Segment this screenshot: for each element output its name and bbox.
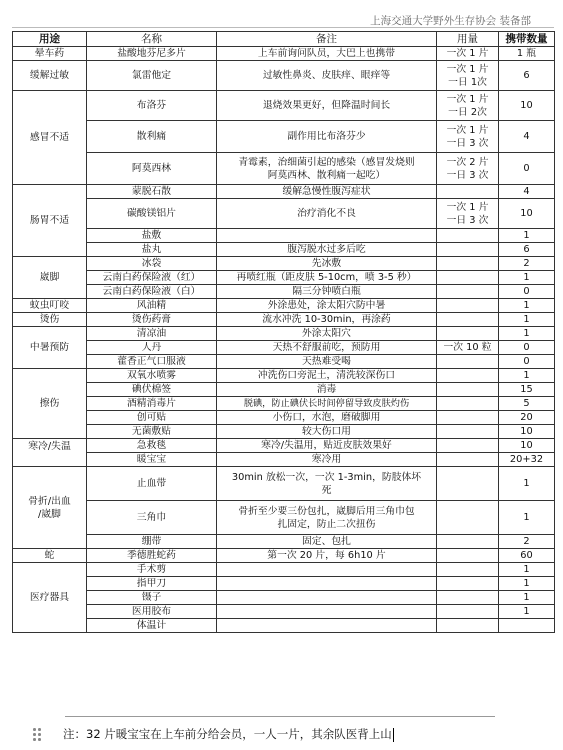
table-row — [13, 243, 555, 257]
quantity-cell: 4 — [499, 185, 555, 199]
name-cell: 盐丸 — [87, 243, 217, 257]
dosage-line: 一日 3 次 — [446, 137, 489, 149]
remarks-line: 死 — [321, 484, 332, 496]
dosage-cell — [437, 299, 499, 313]
name-cell: 云南白药保险液（白） — [87, 285, 217, 299]
quantity-cell: 10 — [499, 199, 555, 229]
name-cell: 清凉油 — [87, 327, 217, 341]
quantity-cell: 10 — [499, 91, 555, 121]
table-row — [13, 439, 555, 453]
remarks-cell: 腹泻脱水过多后吃 — [217, 243, 437, 257]
remarks-cell — [217, 153, 437, 185]
table-row — [13, 229, 555, 243]
quantity-cell: 6 — [499, 61, 555, 91]
dosage-cell — [437, 285, 499, 299]
quantity-cell: 15 — [499, 383, 555, 397]
dosage-cell — [437, 411, 499, 425]
quantity-cell: 0 — [499, 153, 555, 185]
quantity-cell: 1 — [499, 591, 555, 605]
table-row — [13, 577, 555, 591]
col-header-purpose: 用途 — [13, 32, 87, 47]
purpose-cell — [13, 467, 87, 549]
purpose-cell: 医疗器具 — [13, 563, 87, 633]
remarks-cell: 先冰敷 — [217, 257, 437, 271]
purpose-cell: 中暑预防 — [13, 327, 87, 369]
name-cell: 藿香正气口服液 — [87, 355, 217, 369]
quantity-cell: 2 — [499, 535, 555, 549]
name-cell: 暖宝宝 — [87, 453, 217, 467]
dosage-cell — [437, 605, 499, 619]
remarks-cell — [217, 577, 437, 591]
dosage-cell — [437, 185, 499, 199]
remarks-cell: 天热不舒服前吃，预防用 — [217, 341, 437, 355]
quantity-cell: 20+32 — [499, 453, 555, 467]
table-row — [13, 285, 555, 299]
dosage-cell — [437, 61, 499, 91]
table-row — [13, 327, 555, 341]
remarks-cell: 缓解急慢性腹泻症状 — [217, 185, 437, 199]
col-header-dosage: 用量 — [437, 32, 499, 47]
purpose-cell: 肠胃不适 — [13, 185, 87, 257]
dosage-line: 一次 2 片 — [446, 156, 489, 168]
table-row — [13, 619, 555, 633]
purpose-line: /崴脚 — [38, 508, 61, 520]
purpose-line: 骨折/出血 — [28, 495, 71, 507]
table-row — [13, 453, 555, 467]
purpose-cell: 蚊虫叮咬 — [13, 299, 87, 313]
name-cell: 酒精消毒片 — [87, 397, 217, 411]
dosage-cell — [437, 397, 499, 411]
dosage-cell — [437, 369, 499, 383]
remarks-cell: 副作用比布洛芬少 — [217, 121, 437, 153]
quantity-cell: 6 — [499, 243, 555, 257]
purpose-cell: 晕车药 — [13, 47, 87, 61]
dosage-cell — [437, 271, 499, 285]
table-row — [13, 425, 555, 439]
medicine-table — [12, 31, 555, 633]
remarks-cell: 外涂太阳穴 — [217, 327, 437, 341]
remarks-cell: 消毒 — [217, 383, 437, 397]
name-cell: 盐敷 — [87, 229, 217, 243]
dosage-cell — [437, 467, 499, 501]
quantity-cell — [499, 619, 555, 633]
remarks-line: 阿莫西林、散利痛一起吃） — [267, 169, 386, 181]
dosage-cell — [437, 453, 499, 467]
table-row — [13, 411, 555, 425]
remarks-cell: 寒冷用 — [217, 453, 437, 467]
table-row — [13, 383, 555, 397]
text-cursor — [393, 728, 394, 742]
table-row — [13, 185, 555, 199]
quantity-cell: 1 — [499, 271, 555, 285]
name-cell: 手术剪 — [87, 563, 217, 577]
remarks-cell — [217, 229, 437, 243]
name-cell: 冰袋 — [87, 257, 217, 271]
remarks-cell: 寒冷/失温用，贴近皮肤效果好 — [217, 439, 437, 453]
name-cell: 云南白药保险液（红） — [87, 271, 217, 285]
dosage-line: 一日 3 次 — [446, 214, 489, 226]
remarks-cell: 第一次 20 片，每 6h10 片 — [217, 549, 437, 563]
name-cell: 绷带 — [87, 535, 217, 549]
dosage-cell — [437, 619, 499, 633]
quantity-cell: 0 — [499, 341, 555, 355]
dosage-cell — [437, 549, 499, 563]
remarks-cell — [217, 467, 437, 501]
note-bar — [0, 716, 563, 750]
purpose-cell: 擦伤 — [13, 369, 87, 439]
remarks-cell: 上车前询问队员，大巴上也携带 — [217, 47, 437, 61]
dosage-cell — [437, 229, 499, 243]
table-row — [13, 355, 555, 369]
quantity-cell: 5 — [499, 397, 555, 411]
col-header-remarks: 备注 — [217, 32, 437, 47]
dosage-line: 一日 1次 — [448, 76, 487, 88]
remarks-cell: 流水冲洗 10-30min，再涂药 — [217, 313, 437, 327]
name-cell: 无菌敷贴 — [87, 425, 217, 439]
table-row — [13, 299, 555, 313]
remarks-cell: 治疗消化不良 — [217, 199, 437, 229]
name-cell: 双氧水喷雾 — [87, 369, 217, 383]
note-text-block[interactable] — [63, 726, 394, 742]
remarks-cell: 较大伤口用 — [217, 425, 437, 439]
remarks-line: 30min 放松一次，一次 1-3min，防肢体坏 — [231, 471, 422, 483]
remarks-cell: 退烧效果更好，但降温时间长 — [217, 91, 437, 121]
table-row — [13, 591, 555, 605]
dosage-cell — [437, 243, 499, 257]
name-cell: 急救毯 — [87, 439, 217, 453]
table-row — [13, 535, 555, 549]
remarks-line: 青霉素，治细菌引起的感染（感冒发烧则 — [238, 156, 415, 168]
purpose-cell: 缓解过敏 — [13, 61, 87, 91]
quantity-cell: 1 — [499, 313, 555, 327]
remarks-cell: 外涂患处，涂太阳穴防中暑 — [217, 299, 437, 313]
dosage-line: 一次 1 片 — [446, 63, 489, 75]
name-cell: 蒙脱石散 — [87, 185, 217, 199]
name-cell: 体温计 — [87, 619, 217, 633]
purpose-cell: 烫伤 — [13, 313, 87, 327]
remarks-cell: 脱碘，防止碘伏长时间停留导致皮肤灼伤 — [217, 397, 437, 411]
table-row — [13, 199, 555, 229]
dosage-line: 一日 3 次 — [446, 169, 489, 181]
col-header-quantity: 携带数量 — [499, 32, 555, 47]
quantity-cell: 1 — [499, 369, 555, 383]
quantity-cell: 1 — [499, 577, 555, 591]
remarks-cell — [217, 563, 437, 577]
purpose-cell: 感冒不适 — [13, 91, 87, 185]
remarks-cell: 固定、包扎 — [217, 535, 437, 549]
name-cell: 碳酸镁铝片 — [87, 199, 217, 229]
quantity-cell: 1 瓶 — [499, 47, 555, 61]
name-cell: 镊子 — [87, 591, 217, 605]
note-text[interactable]: 注：32 片暖宝宝在上车前分给会员，一人一片，其余队医背上山 — [63, 727, 392, 741]
name-cell: 碘伏棉签 — [87, 383, 217, 397]
dosage-cell: 一次 1 片 — [437, 47, 499, 61]
department-header: 上海交通大学野外生存协会 装备部 — [370, 15, 531, 27]
quantity-cell: 1 — [499, 229, 555, 243]
quantity-cell: 1 — [499, 467, 555, 501]
name-cell: 创可贴 — [87, 411, 217, 425]
dosage-cell — [437, 563, 499, 577]
dosage-cell — [437, 535, 499, 549]
name-cell: 指甲刀 — [87, 577, 217, 591]
purpose-cell: 蛇 — [13, 549, 87, 563]
dosage-cell — [437, 501, 499, 535]
remarks-cell: 天热难受喝 — [217, 355, 437, 369]
quantity-cell: 0 — [499, 285, 555, 299]
dosage-cell — [437, 153, 499, 185]
name-cell: 风油精 — [87, 299, 217, 313]
purpose-cell: 寒冷/失温 — [13, 439, 87, 467]
dosage-cell — [437, 425, 499, 439]
table-row — [13, 563, 555, 577]
remarks-cell: 再喷红瓶（距皮肤 5-10cm，喷 3-5 秒） — [217, 271, 437, 285]
remarks-line: 骨折至少要三份包扎，崴脚后用三角巾包 — [238, 505, 415, 517]
dosage-line: 一日 2次 — [448, 106, 487, 118]
dosage-cell — [437, 439, 499, 453]
dosage-cell: 一次 10 粒 — [437, 341, 499, 355]
dosage-cell — [437, 313, 499, 327]
dosage-cell — [437, 355, 499, 369]
table-row — [13, 369, 555, 383]
quantity-cell: 1 — [499, 501, 555, 535]
dosage-cell — [437, 383, 499, 397]
dosage-cell — [437, 591, 499, 605]
dosage-line: 一次 1 片 — [446, 124, 489, 136]
dosage-cell — [437, 199, 499, 229]
remarks-cell — [217, 591, 437, 605]
dosage-cell — [437, 121, 499, 153]
name-cell: 止血带 — [87, 467, 217, 501]
remarks-cell: 小伤口，水泡，磨破脚用 — [217, 411, 437, 425]
name-cell: 医用胶布 — [87, 605, 217, 619]
table-row — [13, 61, 555, 91]
name-cell: 人丹 — [87, 341, 217, 355]
remarks-cell: 过敏性鼻炎、皮肤痒、眼痒等 — [217, 61, 437, 91]
table-row — [13, 605, 555, 619]
table-row — [13, 271, 555, 285]
name-cell: 氯雷他定 — [87, 61, 217, 91]
quantity-cell: 1 — [499, 563, 555, 577]
name-cell: 三角巾 — [87, 501, 217, 535]
table-row — [13, 313, 555, 327]
name-cell: 盐酸地芬尼多片 — [87, 47, 217, 61]
remarks-cell — [217, 605, 437, 619]
dosage-cell — [437, 257, 499, 271]
dosage-cell — [437, 327, 499, 341]
quantity-cell: 1 — [499, 299, 555, 313]
remarks-cell: 冲洗伤口旁泥土，清洗较深伤口 — [217, 369, 437, 383]
quantity-cell: 10 — [499, 439, 555, 453]
remarks-cell: 隔三分钟喷白瓶 — [217, 285, 437, 299]
table-row — [13, 549, 555, 563]
col-header-name: 名称 — [87, 32, 217, 47]
table-header-row — [13, 32, 555, 47]
quantity-cell: 2 — [499, 257, 555, 271]
purpose-cell: 崴脚 — [13, 257, 87, 299]
table-row — [13, 91, 555, 121]
table-row — [13, 467, 555, 501]
quantity-cell: 10 — [499, 425, 555, 439]
quantity-cell: 1 — [499, 327, 555, 341]
table-row — [13, 501, 555, 535]
name-cell: 散利痛 — [87, 121, 217, 153]
dosage-line: 一次 1 片 — [446, 201, 489, 213]
remarks-cell — [217, 619, 437, 633]
table-row — [13, 397, 555, 411]
quantity-cell: 20 — [499, 411, 555, 425]
quantity-cell: 1 — [499, 605, 555, 619]
table-row — [13, 121, 555, 153]
quantity-cell: 0 — [499, 355, 555, 369]
table-row — [13, 341, 555, 355]
table-row — [13, 47, 555, 61]
dosage-cell — [437, 577, 499, 591]
dosage-cell — [437, 91, 499, 121]
remarks-line: 扎固定，防止二次扭伤 — [277, 518, 376, 530]
name-cell: 季德胜蛇药 — [87, 549, 217, 563]
name-cell: 阿莫西林 — [87, 153, 217, 185]
table-row — [13, 257, 555, 271]
table-row — [13, 153, 555, 185]
quantity-cell: 4 — [499, 121, 555, 153]
quantity-cell: 60 — [499, 549, 555, 563]
header-rule — [12, 27, 554, 28]
name-cell: 烫伤药膏 — [87, 313, 217, 327]
dosage-line: 一次 1 片 — [446, 93, 489, 105]
remarks-cell — [217, 501, 437, 535]
name-cell: 布洛芬 — [87, 91, 217, 121]
drag-handle-icon[interactable] — [33, 728, 42, 742]
